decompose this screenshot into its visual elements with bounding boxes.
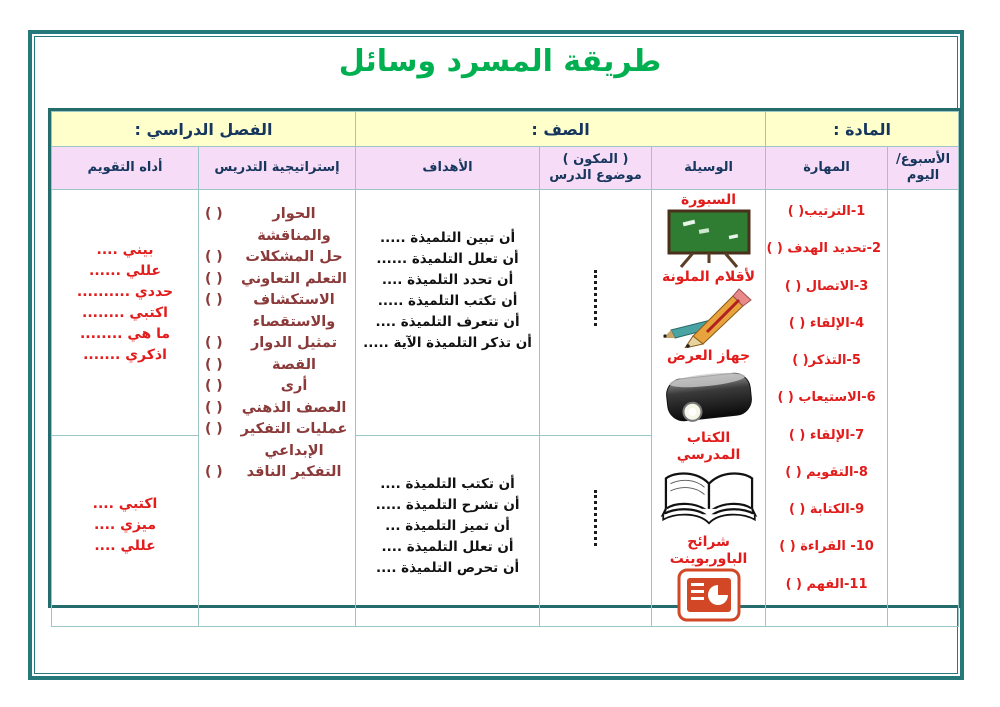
skill-item: 11-الفهم ( ) — [785, 576, 868, 592]
checkbox-parens: ( ) — [205, 292, 223, 308]
objective-line: أن تذكر التلميذة الآية ..... — [363, 335, 532, 351]
strategy-label: تمثيل الدوار — [250, 335, 338, 351]
checkbox-parens: ( ) — [205, 270, 223, 287]
objective-line: أن تعلل التلميذة .... — [381, 538, 514, 555]
projector-icon — [661, 364, 757, 430]
strategy-item — [205, 312, 349, 334]
skill-item: 3-الاتصال ( ) — [784, 278, 869, 294]
group-header-class: الصف : — [356, 112, 766, 147]
skills-cell — [766, 190, 888, 627]
checkbox-parens: ( ) — [205, 356, 223, 373]
column-header-evaluation: أداه التقويم — [52, 147, 199, 190]
page-title: طريقة المسرد وسائل — [338, 44, 662, 79]
skill-item: 5-التذكر( ) — [792, 353, 861, 368]
strategy-label: أرى — [280, 378, 308, 394]
strategy-cell — [199, 190, 356, 627]
evaluation-line: بيني .... — [96, 242, 154, 258]
column-header-topic: ( المكون ) موضوع الدرس — [540, 147, 652, 190]
strategy-item — [205, 419, 349, 441]
means-label-powerpoint: شرائح الباوربوينت — [669, 533, 748, 567]
strategy-label: والاستقصاء — [252, 313, 336, 330]
evaluation-line: اكتبي .... — [92, 495, 158, 512]
evaluation-line: ما هي ........ — [79, 326, 171, 342]
column-header-skill: المهارة — [766, 147, 888, 190]
means-label-textbook: الكتاب المدرسي — [676, 430, 741, 464]
lesson-plan-table — [48, 108, 961, 608]
checkbox-parens: ( ) — [205, 206, 223, 222]
checkbox-parens: ( ) — [205, 464, 223, 480]
skills-list — [766, 190, 887, 626]
means-label-board: السبورة — [680, 192, 737, 208]
objective-line: أن تشرح التلميذة ..... — [375, 496, 520, 513]
strategy-label: عمليات التفكير — [240, 421, 348, 437]
dotted-fill-line — [594, 270, 597, 326]
strategy-label: القصة — [272, 356, 316, 373]
strategy-label: التعلم التعاوني — [241, 270, 347, 287]
strategy-item — [205, 226, 349, 248]
strategy-item — [205, 441, 349, 463]
evaluation-cell-row2 — [52, 435, 199, 626]
skill-item: 6-الاستيعاب ( ) — [777, 390, 876, 406]
strategy-item — [205, 290, 349, 312]
strategy-label: التفكير الناقد — [246, 464, 342, 480]
checkbox-parens: ( ) — [205, 399, 223, 416]
group-header-semester: الفصل الدراسي : — [52, 112, 356, 147]
objective-line: أن تكتب التلميذة .... — [380, 475, 515, 492]
objective-line: أن تعلل التلميذة ...... — [376, 251, 519, 267]
lesson-plan-grid — [51, 111, 959, 627]
skill-item: 7-الإلقاء ( ) — [788, 427, 865, 443]
week-day-cell — [888, 190, 959, 627]
colored-pencils-icon — [663, 286, 755, 348]
means-list — [652, 190, 765, 626]
checkbox-parens: ( ) — [205, 421, 223, 437]
evaluation-list-row2 — [52, 436, 198, 557]
checkbox-parens: ( ) — [205, 335, 223, 351]
strategy-item — [205, 376, 349, 398]
skill-item: 2-تحديد الهدف ( ) — [766, 241, 882, 257]
column-header-means: الوسيلة — [652, 147, 766, 190]
skill-item: 10- القراءة ( ) — [779, 539, 874, 555]
topic-cell-row1 — [540, 190, 652, 436]
strategy-item — [205, 333, 349, 355]
powerpoint-icon — [677, 568, 741, 622]
objective-line: أن تميز التلميذة ... — [385, 517, 510, 534]
column-header-strategy: إستراتيجية التدريس — [199, 147, 356, 190]
strategy-label: حل المشكلات — [245, 249, 343, 265]
evaluation-line: اكتبي ........ — [82, 305, 168, 321]
means-label-pens: لأقلام الملونة — [662, 268, 756, 285]
objective-line: أن تتعرف التلميذة .... — [375, 314, 520, 330]
group-header-subject: المادة : — [766, 112, 959, 147]
strategy-label: العصف الذهني — [241, 399, 347, 416]
objective-line: أن تحرص التلميذة .... — [375, 559, 520, 576]
dotted-fill-line — [594, 490, 597, 546]
strategy-list — [199, 190, 355, 484]
skill-item: 1-الترتيب( ) — [787, 204, 866, 219]
topic-cell-row2 — [540, 435, 652, 626]
means-label-projector: جهاز العرض — [667, 347, 751, 364]
strategy-item — [205, 204, 349, 226]
strategy-item — [205, 398, 349, 420]
strategy-label: الحوار — [272, 206, 316, 222]
strategy-item — [205, 269, 349, 291]
objectives-cell-row1 — [356, 190, 540, 436]
skill-item: 4-الإلقاء ( ) — [788, 315, 865, 331]
strategy-item — [205, 462, 349, 484]
objectives-list-row1 — [356, 190, 539, 354]
strategy-label: الإبداعي — [264, 442, 324, 459]
strategy-item — [205, 355, 349, 377]
column-header-week-day: الأسبوع/اليوم — [888, 147, 959, 190]
chalkboard-icon — [663, 209, 755, 269]
objectives-cell-row2 — [356, 435, 540, 626]
textbook-icon — [659, 464, 759, 534]
evaluation-line: حددي .......... — [76, 284, 174, 300]
evaluation-line: عللي ...... — [89, 263, 161, 279]
evaluation-line: ميزي .... — [93, 516, 157, 533]
objective-line: أن تكتب التلميذة ..... — [377, 293, 518, 309]
objectives-list-row2 — [356, 436, 539, 579]
skill-item: 9-الكتابة ( ) — [788, 502, 865, 517]
checkbox-parens: ( ) — [205, 249, 223, 265]
objective-line: أن تحدد التلميذة .... — [381, 272, 514, 288]
objective-line: أن تبين التلميذة ..... — [379, 230, 516, 246]
evaluation-cell-row1 — [52, 190, 199, 436]
strategy-label: الاستكشاف — [253, 292, 335, 308]
skill-item: 8-التقويم ( ) — [785, 464, 868, 480]
strategy-item — [205, 247, 349, 269]
evaluation-line: اذكري ....... — [83, 347, 167, 363]
column-header-objectives: الأهداف — [356, 147, 540, 190]
strategy-label: والمناقشة — [257, 227, 331, 244]
evaluation-line: عللي .... — [94, 537, 156, 554]
means-cell — [652, 190, 766, 627]
evaluation-list-row1 — [52, 190, 198, 366]
checkbox-parens: ( ) — [205, 378, 223, 394]
